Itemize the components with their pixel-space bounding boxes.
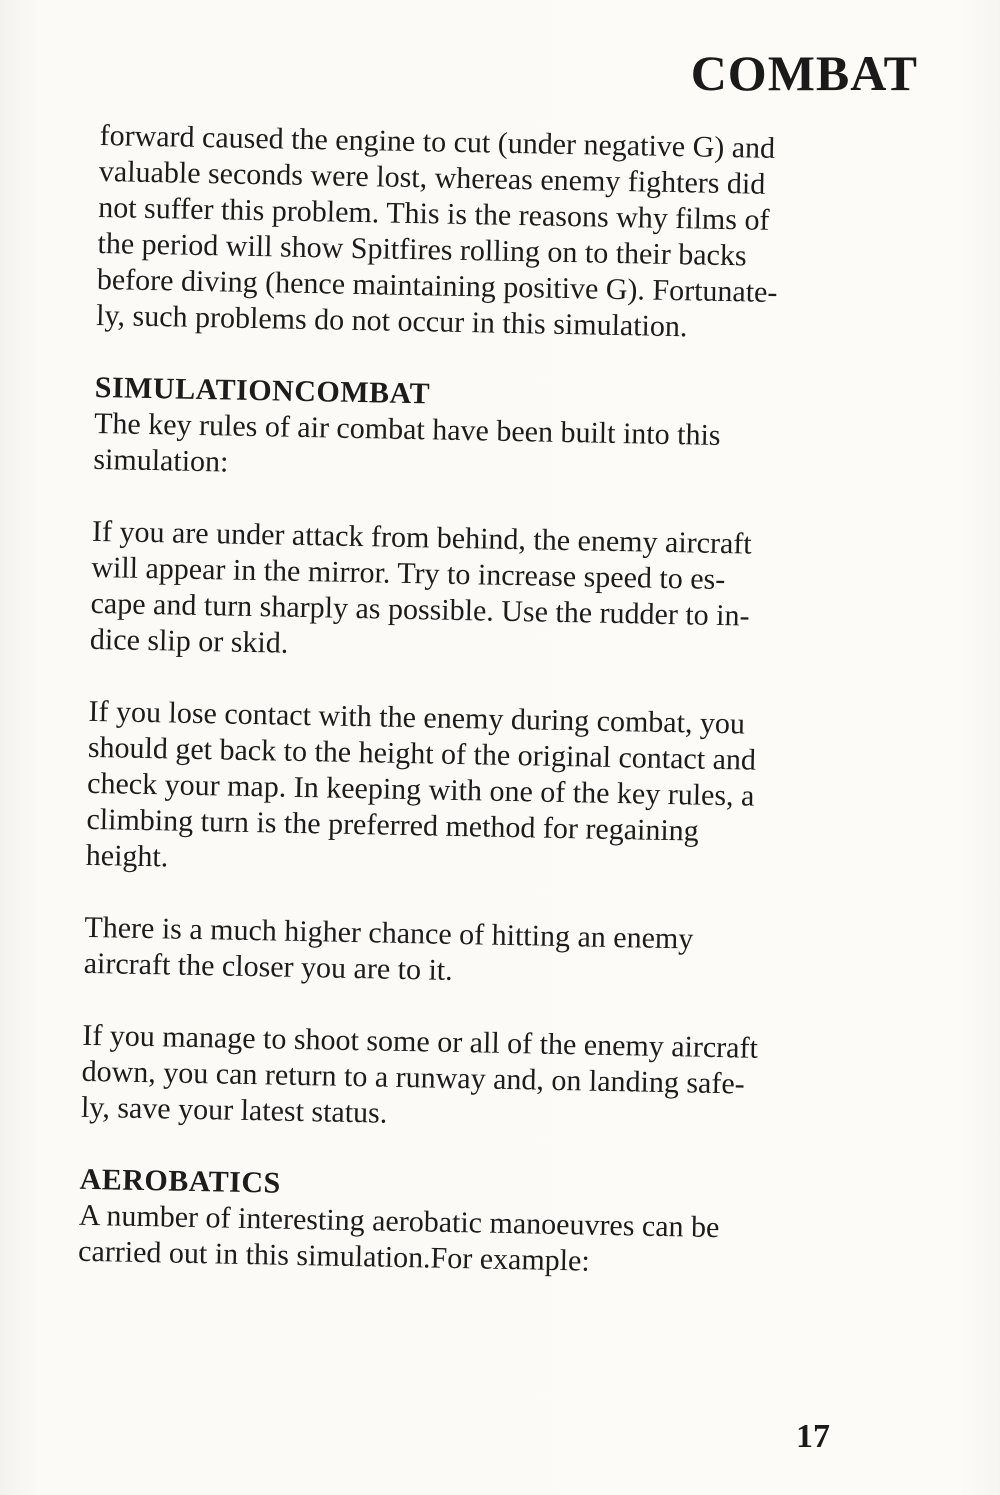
paragraph-hit-chance: There is a much higher chance of hitting an enemy aircraft the closer you are to it. (83, 910, 694, 987)
page-number: 17 (796, 1418, 830, 1455)
paragraph-aerobatics: A number of interesting aerobatic manoeuvres can be carried out in this simulation.For example: (77, 1198, 720, 1278)
body-text (77, 118, 900, 1321)
section-heading-simulation-combat: SIMULATIONCOMBAT (94, 370, 431, 411)
intro-paragraph: forward caused the engine to cut (under negative G) and valuable seconds were lost, whereas enemy fighters did not suffer this problem. This is the reasons why films of the period will show Spitfires rolling on to their backs before diving (hence maintaining positive G). Fortunate- ly, such problems do not occur in this simulation. (95, 118, 778, 344)
paragraph-lose-contact: If you lose contact with the enemy during combat, you should get back to the height of the original contact and check your map. In keeping with one of the key rules, a climbing turn is the preferred method for regaining height. (85, 694, 757, 874)
paragraph-key-rules: The key rules of air combat have been built into this simulation: (93, 406, 721, 479)
chapter-title: COMBAT (690, 45, 918, 101)
paragraph-under-attack: If you are under attack from behind, the enemy aircraft will appear in the mirror. Try to increase speed to es- cape and turn sharply as possible. Use the rudder to in- dice slip or skid. (89, 514, 752, 660)
section-heading-aerobatics: AEROBATICS (79, 1162, 282, 1200)
paragraph-save-status: If you manage to shoot some or all of the enemy aircraft down, you can return to a runway and, on landing safe- ly, save your latest status. (80, 1018, 759, 1130)
